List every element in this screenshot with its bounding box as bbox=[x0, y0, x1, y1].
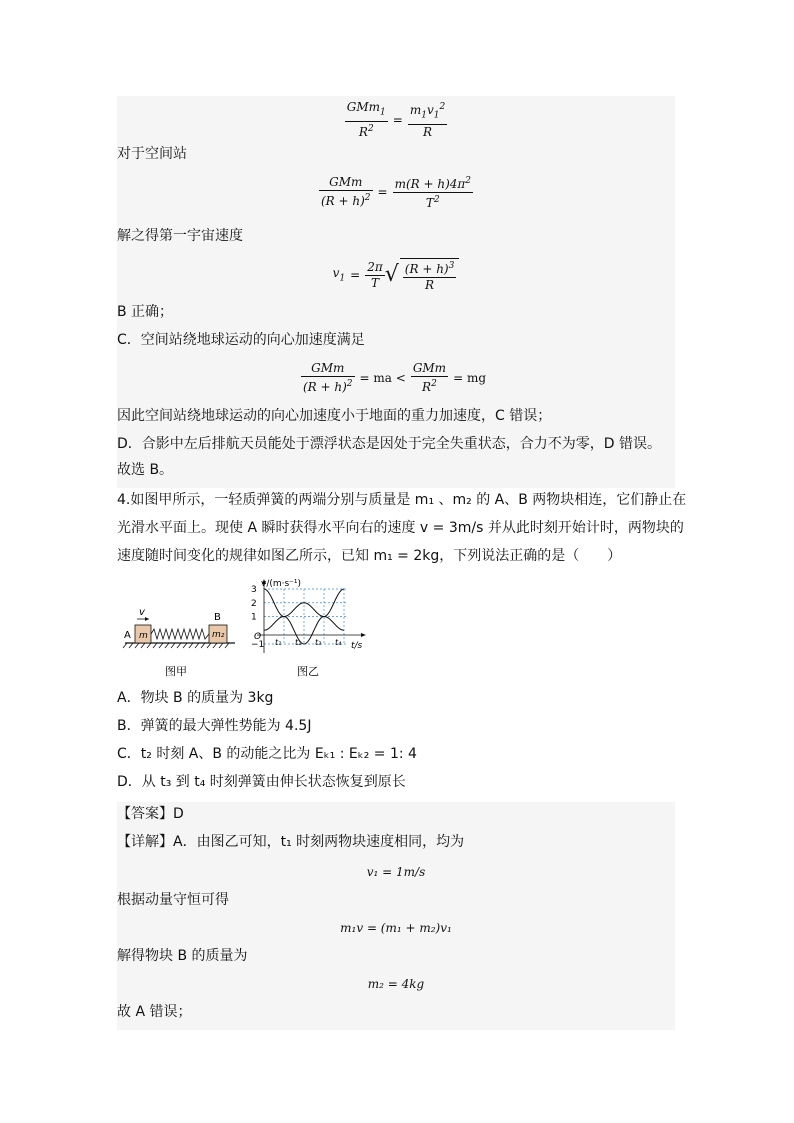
y-tick-label: 1 bbox=[251, 612, 257, 623]
text-d-line: D．合影中左后排航天员能处于漂浮状态是因处于完全失重状态，合力不为零，D 错误。 bbox=[117, 436, 662, 452]
label-m1: m bbox=[139, 631, 148, 641]
label-v: v bbox=[139, 607, 145, 618]
equation-m2: m₂ = 4kg bbox=[367, 977, 425, 991]
origin-label: O bbox=[254, 632, 262, 642]
caption-fig-b: 图乙 bbox=[297, 665, 319, 678]
equation-v1: v₁ = 1m/s bbox=[366, 865, 426, 879]
x-tick-label: t₄ bbox=[335, 638, 342, 647]
x-axis-arrow-icon bbox=[361, 633, 366, 637]
y-tick-labels bbox=[251, 585, 264, 650]
option-c: C．t₂ 时刻 A、B 的动能之比为 Eₖ₁ : Eₖ₂ = 1: 4 bbox=[117, 746, 417, 762]
text-a-wrong: 故 A 错误； bbox=[117, 1004, 192, 1020]
option-d: D．从 t₃ 到 t₄ 时刻弹簧由伸长状态恢复到原长 bbox=[117, 774, 406, 790]
text-c-conclusion: 因此空间站绕地球运动的向心加速度小于地面的重力加速度，C 错误； bbox=[117, 408, 552, 424]
label-m2: m₂ bbox=[212, 630, 225, 640]
label-a: A bbox=[124, 630, 131, 641]
text-space-station: 对于空间站 bbox=[117, 146, 187, 162]
text-c-title: C．空间站绕地球运动的向心加速度满足 bbox=[117, 332, 365, 348]
chart-gridlines bbox=[264, 589, 346, 644]
equation-space-station: $\frac{\text{GMm}}{(R + h)^2}$ = $\frac{m(R + h)4\pi^2}{T^2}$ bbox=[320, 175, 472, 210]
x-tick-label: t₁ bbox=[275, 638, 282, 647]
option-b: B．弹簧的最大弹性势能为 4.5J bbox=[117, 718, 312, 734]
text-momentum: 根据动量守恒可得 bbox=[117, 892, 229, 908]
option-a: A．物块 B 的质量为 3kg bbox=[117, 690, 274, 706]
text-choose-b: 故选 B。 bbox=[117, 462, 174, 478]
answer-line: 【答案】D bbox=[117, 806, 184, 822]
answer-detail: 【详解】A．由图乙可知，t₁ 时刻两物块速度相同，均为 bbox=[117, 834, 465, 850]
x-tick-label: t₃ bbox=[315, 638, 322, 647]
x-tick-labels bbox=[275, 638, 342, 647]
arrow-head-icon bbox=[145, 617, 149, 621]
equation-centripetal: $\frac{\text{GMm}}{(R + h)^2}$ = ma < $\frac{\text{GMm}}{R^2}$ = mg bbox=[302, 361, 487, 394]
equation-first-cosmic-velocity: $v_1$ = $\frac{2\pi}{T}$ √ $\frac{(R + h)^3}{R}$ bbox=[117, 252, 675, 298]
question-figure bbox=[117, 575, 377, 685]
label-b: B bbox=[214, 612, 221, 623]
ground-hatching bbox=[123, 643, 229, 648]
x-tick-label: t₂ bbox=[295, 638, 302, 647]
equation-gravity-surface: $\frac{GMm_1}{R^2}$ = $\frac{m_1v_1^2}{R}$ bbox=[346, 100, 446, 139]
y-tick-label: 2 bbox=[251, 598, 257, 609]
text-mass-b: 解得物块 B 的质量为 bbox=[117, 948, 248, 964]
x-axis-label: t/s bbox=[351, 641, 363, 651]
text-first-cosmic-velocity: 解之得第一宇宙速度 bbox=[117, 228, 243, 244]
y-axis-label: v/(m·s⁻¹) bbox=[261, 579, 302, 589]
y-tick-label: 3 bbox=[251, 585, 257, 595]
equation-momentum: m₁v = (m₁ + m₂)v₁ bbox=[340, 921, 452, 935]
figure-svg bbox=[117, 575, 377, 685]
y-tick-label: −1 bbox=[251, 640, 265, 650]
question-line-1: 4.如图甲所示，一轻质弹簧的两端分别与质量是 m₁ 、m₂ 的 A、B 两物块相连，它们静止在 bbox=[117, 492, 687, 508]
figure-a bbox=[123, 607, 235, 678]
figure-b-chart bbox=[251, 579, 366, 678]
text-b-correct: B 正确； bbox=[117, 304, 174, 320]
question-line-3: 速度随时间变化的规律如图乙所示，已知 m₁ = 2kg，下列说法正确的是（ ） bbox=[117, 548, 622, 564]
caption-fig-a: 图甲 bbox=[165, 665, 187, 678]
question-line-2: 光滑水平面上。现使 A 瞬时获得水平向右的速度 v = 3m/s 并从此时刻开始计时，两物块的 bbox=[117, 520, 684, 536]
spring bbox=[151, 629, 209, 639]
